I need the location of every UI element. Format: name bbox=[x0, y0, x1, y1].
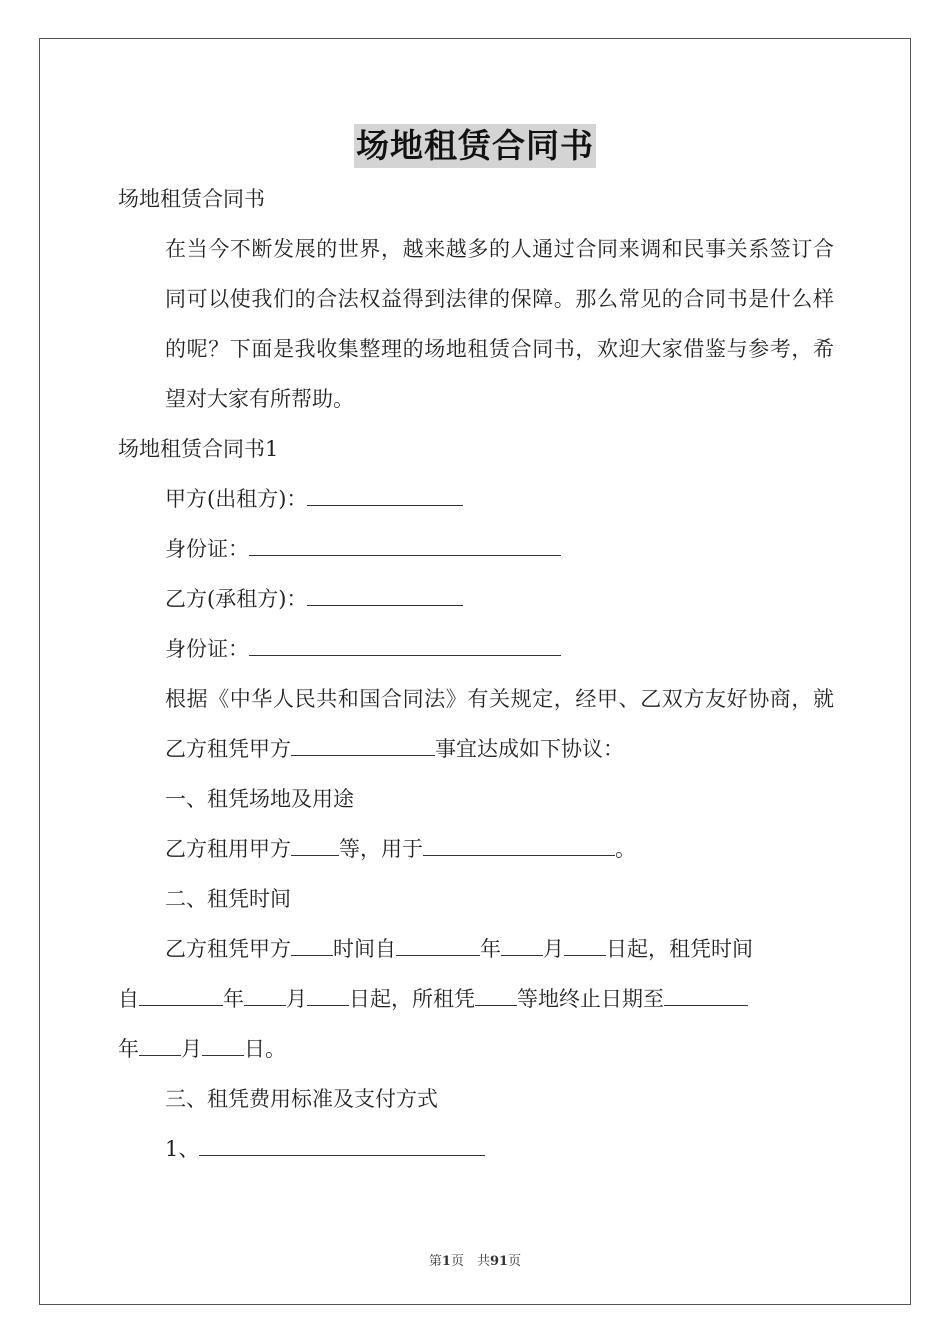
clause1-c: 。 bbox=[615, 837, 636, 861]
party-b-blank[interactable] bbox=[307, 583, 463, 606]
footer-suffix: 页 bbox=[508, 1254, 522, 1269]
day-rented-label: 日起，所租凭 bbox=[349, 987, 475, 1011]
party-a-line bbox=[118, 474, 834, 524]
venue-blank[interactable] bbox=[291, 833, 339, 856]
start-month-blank[interactable] bbox=[501, 933, 543, 956]
end-day-blank[interactable] bbox=[202, 1033, 244, 1056]
period-year-blank[interactable] bbox=[139, 983, 223, 1006]
day-from-label: 日起，租凭时间 bbox=[606, 937, 753, 961]
subtitle: 场地租赁合同书 bbox=[118, 187, 265, 211]
page-footer bbox=[0, 1250, 950, 1269]
clause3-title: 三、租凭费用标准及支付方式 bbox=[165, 1087, 438, 1111]
end-year-blank[interactable] bbox=[664, 983, 748, 1006]
item1-blank[interactable] bbox=[199, 1133, 485, 1156]
title-container bbox=[0, 124, 950, 168]
month-label: 月 bbox=[543, 937, 564, 961]
item1-label: 1、 bbox=[165, 1137, 200, 1161]
total-pages: 91 bbox=[489, 1254, 509, 1269]
id-b-line bbox=[118, 624, 834, 674]
document-body bbox=[118, 174, 834, 1174]
clause1-b: 等，用于 bbox=[339, 837, 423, 861]
party-a-label: 甲方(出租方)： bbox=[165, 487, 308, 511]
year-label: 年 bbox=[223, 987, 244, 1011]
page-number: 1 bbox=[441, 1254, 451, 1269]
id-a-line bbox=[118, 524, 834, 574]
end-month-blank[interactable] bbox=[139, 1033, 181, 1056]
clause2-line3 bbox=[118, 1024, 834, 1074]
intro-paragraph: 在当今不断发展的世界，越来越多的人通过合同来调和民事关系签订合同可以使我们的合法权益得到法律的保障。那么常见的合同书是什么样的呢？下面是我收集整理的场地租赁合同书，欢迎大家借鉴与参考，希望对大家有所帮助。 bbox=[165, 237, 834, 411]
period-month-blank[interactable] bbox=[244, 983, 286, 1006]
month-label: 月 bbox=[181, 1037, 202, 1061]
id-b-blank[interactable] bbox=[249, 633, 561, 656]
start-year-blank[interactable] bbox=[396, 933, 480, 956]
footer-mid: 页 共 bbox=[450, 1254, 490, 1269]
item1-line bbox=[118, 1124, 834, 1174]
period-day-blank[interactable] bbox=[307, 983, 349, 1006]
year-label: 年 bbox=[480, 937, 501, 961]
party-b-label: 乙方(承租方)： bbox=[165, 587, 308, 611]
basis-paragraph bbox=[118, 674, 834, 774]
month-label: 月 bbox=[286, 987, 307, 1011]
clause2-line2 bbox=[118, 974, 834, 1024]
clause2-b: 时间自 bbox=[333, 937, 396, 961]
clause2-title: 二、租凭时间 bbox=[165, 887, 291, 911]
rent-item-blank[interactable] bbox=[291, 933, 333, 956]
rented-item-blank[interactable] bbox=[475, 983, 517, 1006]
id-a-label: 身份证： bbox=[165, 537, 249, 561]
footer-prefix: 第 bbox=[428, 1254, 442, 1269]
from-label: 自 bbox=[118, 987, 139, 1011]
document-title: 场地租赁合同书 bbox=[354, 124, 596, 168]
day-end-label: 日。 bbox=[244, 1037, 286, 1061]
basis-part1: 根据《中华人民共和国合同法》有关规定，经甲、乙双方友好协商，就乙方租凭甲方 bbox=[165, 687, 834, 761]
section-heading: 场地租赁合同书1 bbox=[118, 437, 279, 461]
clause2-line1 bbox=[118, 924, 834, 974]
clause1-line bbox=[118, 824, 834, 874]
year-label: 年 bbox=[118, 1037, 139, 1061]
party-b-line bbox=[118, 574, 834, 624]
party-a-blank[interactable] bbox=[307, 483, 463, 506]
clause2-a: 乙方租凭甲方 bbox=[165, 937, 291, 961]
id-b-label: 身份证： bbox=[165, 637, 249, 661]
purpose-blank[interactable] bbox=[423, 833, 615, 856]
start-day-blank[interactable] bbox=[564, 933, 606, 956]
lease-subject-blank[interactable] bbox=[291, 733, 435, 756]
clause1-a: 乙方租用甲方 bbox=[165, 837, 291, 861]
basis-part2: 事宜达成如下协议： bbox=[435, 737, 624, 761]
id-a-blank[interactable] bbox=[249, 533, 561, 556]
clause1-title: 一、租凭场地及用途 bbox=[165, 787, 354, 811]
end-date-label: 等地终止日期至 bbox=[517, 987, 664, 1011]
